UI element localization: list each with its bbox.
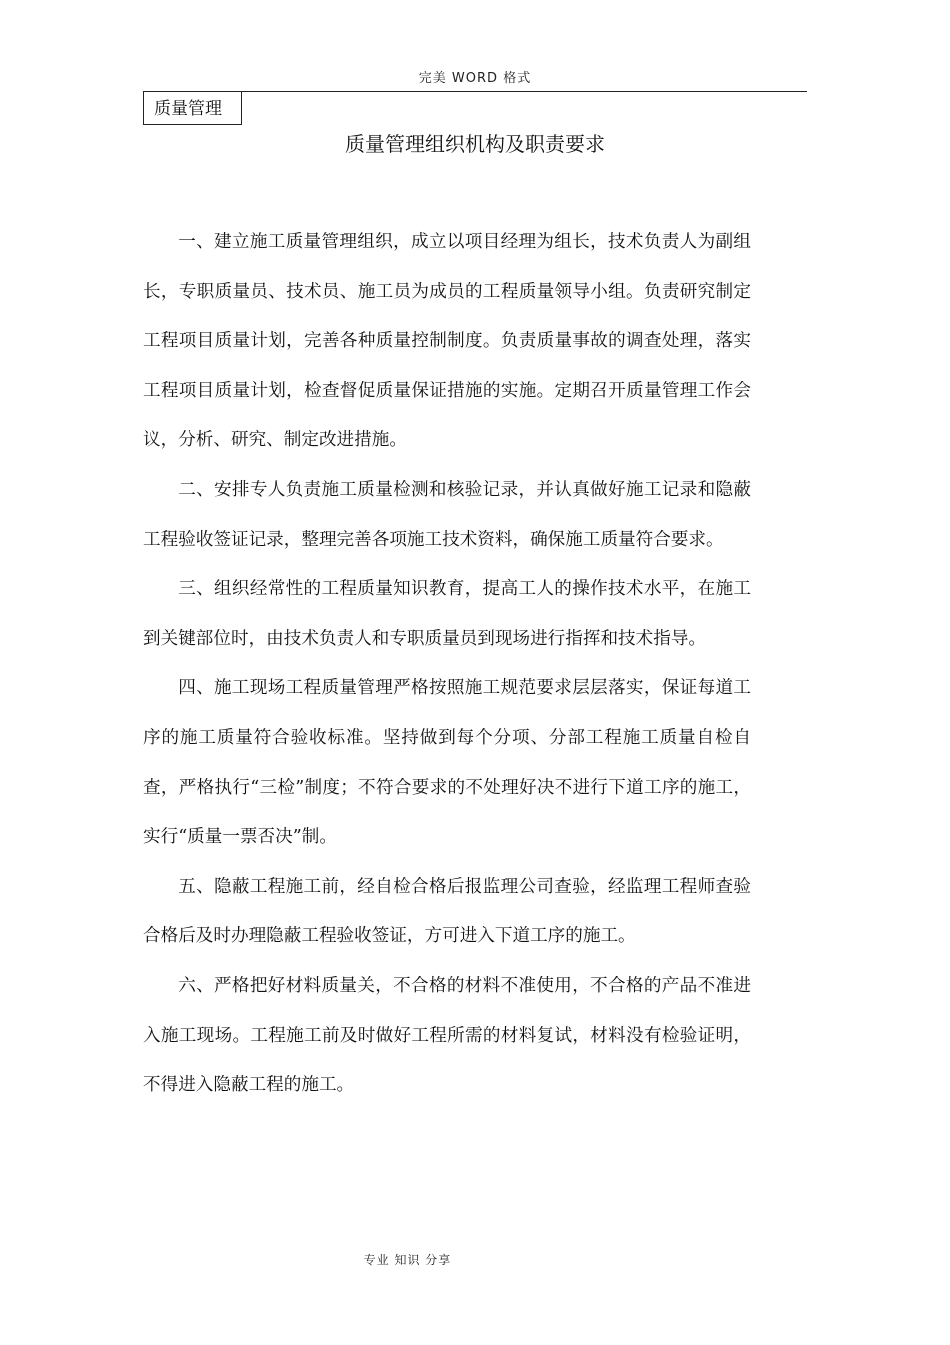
paragraph-1: 一、建立施工质量管理组织，成立以项目经理为组长，技术负责人为副组长，专职质量员、技术员、施工员为成员的工程质量领导小组。负责研究制定工程项目质量计划，完善各种质量控制制度。负责质量事故的调查处理，落实工程项目质量计划，检查督促质量保证措施的实施。定期召开质量管理工作会议，分析、研究、制定改进措施。 [143,232,751,451]
paragraph-4: 四、施工现场工程质量管理严格按照施工规范要求层层落实，保证每道工序的施工质量符合验收标准。坚持做到每个分项、分部工程施工质量自检自查，严格执行“三检”制度；不符合要求的不处理好决不进行下道工序的施工，实行“质量一票否决”制。 [143,678,751,848]
header-rule [143,91,807,92]
document-body [143,218,751,1111]
paragraph-2: 二、安排专人负责施工质量检测和核验记录，并认真做好施工记录和隐蔽工程验收签证记录，整理完善各项施工技术资料，确保施工质量符合要求。 [143,479,751,550]
paragraph-3: 三、组织经常性的工程质量知识教育，提高工人的操作技术水平，在施工到关键部位时，由技术负责人和专职质量员到现场进行指挥和技术指导。 [143,579,751,649]
section-tag: 质量管理 [143,92,242,125]
page-footer: 专业 知识 分享 [363,1253,452,1267]
page-header: 完美 WORD 格式 [418,71,532,86]
paragraph-6: 六、严格把好材料质量关，不合格的材料不准使用，不合格的产品不准进入施工现场。工程施工前及时做好工程所需的材料复试，材料没有检验证明，不得进入隐蔽工程的施工。 [143,975,751,1096]
document-title: 质量管理组织机构及职责要求 [345,132,605,156]
paragraph-5: 五、隐蔽工程施工前，经自检合格后报监理公司查验，经监理工程师查验合格后及时办理隐蔽工程验收签证，方可进入下道工序的施工。 [143,876,751,947]
